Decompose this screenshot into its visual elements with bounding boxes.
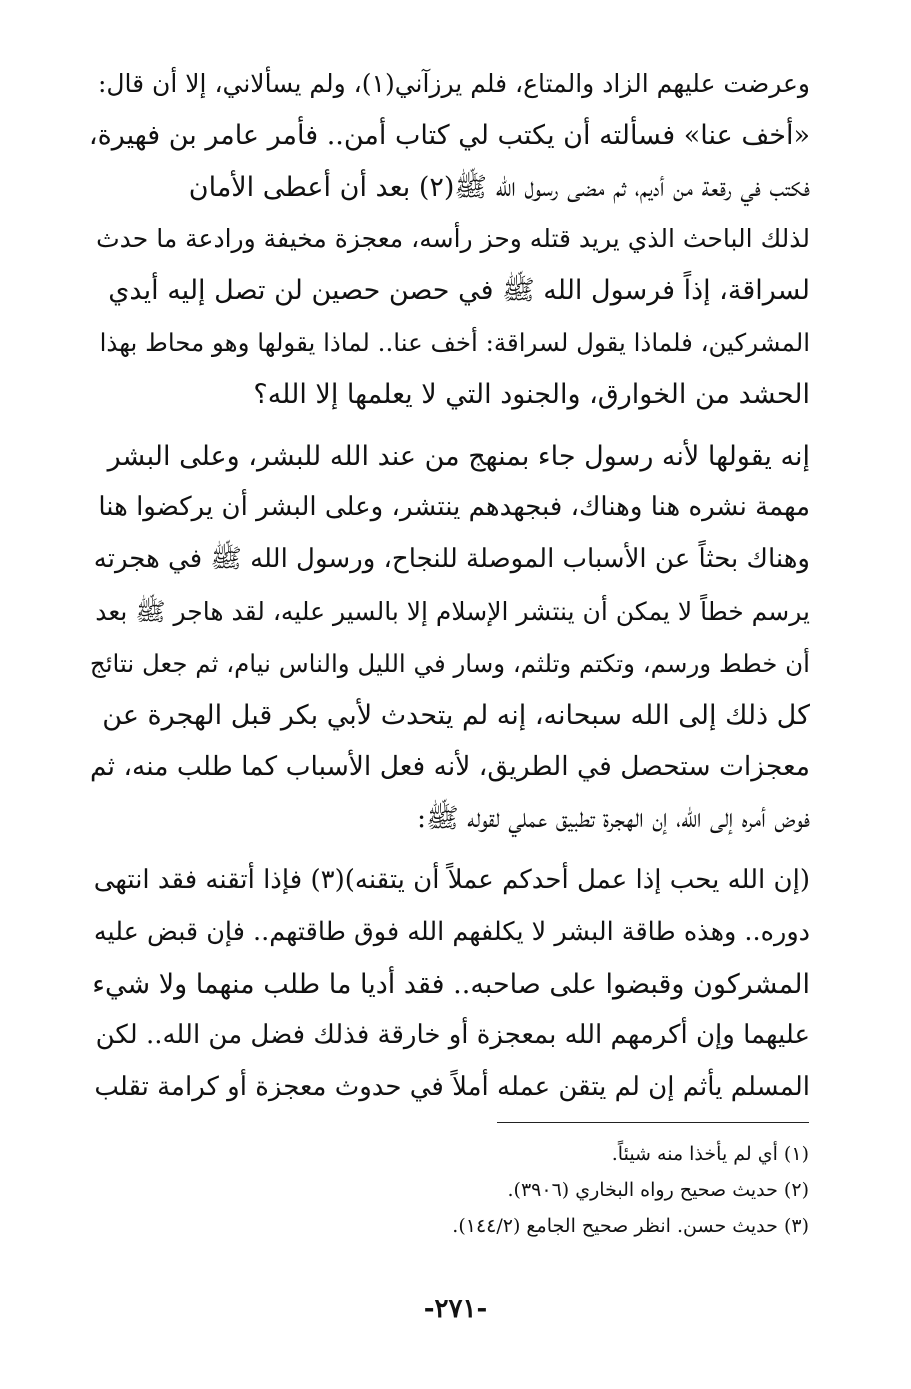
page-number: -٢٧١-: [423, 1294, 488, 1324]
text-line: المسلم يأثم إن لم يتقن عمله أملاً في حدوث معجزة أو كرامة تقلب: [94, 1072, 810, 1103]
text-line: الحشد من الخوارق، والجنود التي لا يعلمها إلا الله؟: [253, 378, 810, 410]
footnote-1: (١) أي لم يأخذا منه شيئاً.: [611, 1143, 809, 1165]
text-line: فوض أمره إلى الله، إن الهجرة تطبيق عملي لقوله ﷺ:: [416, 803, 810, 835]
footnote-2: (٢) حديث صحيح رواه البخاري (٣٩٠٦).: [507, 1179, 809, 1201]
text-line: «أخف عنا» فسألته أن يكتب لي كتاب أمن.. فأمر عامر بن فهيرة،: [88, 119, 810, 151]
body-text: [88, 58, 810, 1114]
text-line: لذلك الباحث الذي يريد قتله وحز رأسه، معجزة مخيفة ورادعة ما حدث: [96, 224, 810, 254]
text-line: دوره.. وهذه طاقة البشر لا يكلفهم الله فوق طاقتهم.. فإن قبض عليه: [93, 916, 810, 947]
text-line: المشركون وقبضوا على صاحبه.. فقد أديا ما طلب منهما ولا شيء: [92, 968, 810, 1000]
text-line: وعرضت عليهم الزاد والمتاع، فلم يرزآني(١)، ولم يسألاني، إلا أن قال:: [97, 69, 810, 98]
paragraph-1: [88, 58, 810, 421]
footnotes: [309, 1136, 809, 1244]
paragraph-2: [88, 431, 810, 845]
text-line: إنه يقولها لأنه رسول جاء بمنهج من عند الله للبشر، وعلى البشر: [107, 440, 810, 472]
text-line: وهناك بحثاً عن الأسباب الموصلة للنجاح، ورسول الله ﷺ في هجرته: [93, 544, 810, 575]
text-line: أن خطط ورسم، وتكتم وتلثم، وسار في الليل والناس نيام، ثم جعل نتائج: [89, 648, 810, 678]
text-line: مهمة نشره هنا وهناك، فبجهدهم ينتشر، وعلى البشر أن يركضوا هنا: [98, 492, 810, 523]
footnote-3: (٣) حديث حسن. انظر صحيح الجامع (١٤٤/٢).: [452, 1215, 809, 1237]
text-line: عليهما وإن أكرمهم الله بمعجزة أو خارقة فذلك فضل من الله.. لكن: [95, 1020, 810, 1051]
paragraph-3: [88, 855, 810, 1114]
text-line: (إن الله يحب إذا عمل أحدكم عملاً أن يتقنه)(٣) فإذا أتقنه فقد انتهى: [93, 864, 810, 895]
text-line: فكتب في رقعة من أديم، ثم مضى رسول الله ﷺ(٢) بعد أن أعطى الأمان: [188, 171, 810, 203]
text-line: المشركين، فلماذا يقول لسراقة: أخف عنا.. لماذا يقولها وهو محاط بهذا: [99, 327, 810, 357]
text-line: لسراقة، إذاً فرسول الله ﷺ في حصن حصين لن تصل إليه أيدي: [108, 275, 810, 307]
text-line: كل ذلك إلى الله سبحانه، إنه لم يتحدث لأبي بكر قبل الهجرة عن: [102, 699, 810, 731]
footnote-separator: [497, 1122, 809, 1123]
text-line: معجزات ستحصل في الطريق، لأنه فعل الأسباب كما طلب منه، ثم: [90, 751, 810, 783]
text-line: يرسم خطاً لا يمكن أن ينتشر الإسلام إلا بالسير عليه، لقد هاجر ﷺ بعد: [95, 596, 810, 626]
